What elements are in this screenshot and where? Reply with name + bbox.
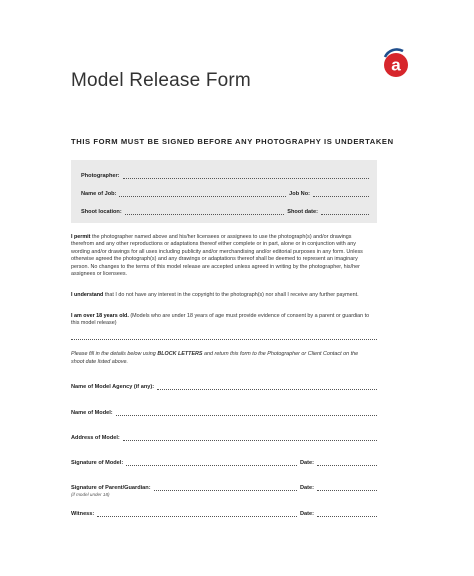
photographer-field[interactable] [123,172,369,179]
permit-lead: I permit [71,234,91,240]
signature-model-field[interactable] [126,459,297,466]
signature-parent-row [71,479,377,491]
date-3-label: Date: [300,511,314,517]
section-divider [71,339,377,340]
instructions [71,351,361,366]
job-details-box [71,160,377,223]
permit-text: the photographer named above and his/her licensees or assignees to use the photograph(s) and/or drawings therefrom and any other reproductions or adaptations thereof either complete or in part, alone or in conjunction with any wording and/or drawings for all uses including publicity and/or merchandising and/or editorial purposes in any form. Unless otherwise agreed the photograph(s) and any drawings or adaptations thereof shall be deemed to represent an imaginary person. No changes to the terms of this model release are accepted unless agreed in writing by the photographer, his/her assignees or licensees. [71,234,363,278]
address-row [71,429,377,441]
photographer-label: Photographer: [81,173,120,179]
photographer-row [81,167,369,179]
address-label: Address of Model: [71,435,120,441]
understand-paragraph [71,292,371,299]
shoot-location-field[interactable] [125,208,285,215]
instructions-before: Please fill in the details below using [71,351,158,357]
model-name-label: Name of Model: [71,410,113,416]
understand-text: that I do not have any interest in the copyright to the photograph(s) nor shall I receive any further payment. [103,292,359,298]
job-no-field[interactable] [313,190,369,197]
job-row [81,185,369,197]
shoot-row [81,203,369,215]
job-no-label: Job No: [289,191,310,197]
address-field[interactable] [123,434,377,441]
date-1-field[interactable] [317,459,377,466]
parent-note: (if model under 18) [71,492,110,497]
agency-field[interactable] [157,383,377,390]
shoot-location-label: Shoot location: [81,209,122,215]
signature-parent-label: Signature of Parent/Guardian: [71,485,151,491]
model-name-field[interactable] [116,409,377,416]
witness-label: Witness: [71,511,95,517]
age-text: (Models who are under 18 years of age must provide evidence of consent by a parent or guardian to this model release) [71,313,370,327]
instructions-emphasis: BLOCK LETTERS [157,351,203,357]
shoot-date-label: Shoot date: [287,209,318,215]
page-title: Model Release Form [71,70,251,91]
witness-field[interactable] [97,510,297,517]
signature-model-row [71,454,377,466]
date-1-label: Date: [300,460,314,466]
job-name-field[interactable] [119,190,286,197]
instructions-after: and return this form to the Photographer or Client Contact on the shoot date listed above. [71,351,359,365]
signature-parent-field[interactable] [154,484,297,491]
age-lead: I am over 18 years old. [71,313,129,319]
age-paragraph [71,313,371,328]
witness-row [71,505,377,517]
job-name-label: Name of Job: [81,191,117,197]
date-3-field[interactable] [317,510,377,517]
shoot-date-field[interactable] [321,208,369,215]
signature-model-label: Signature of Model: [71,460,124,466]
signature-notice: THIS FORM MUST BE SIGNED BEFORE ANY PHOTOGRAPHY IS UNDERTAKEN [71,137,394,146]
date-2-field[interactable] [317,484,377,491]
svg-text:a: a [391,55,401,75]
brand-logo-icon [379,47,411,79]
date-2-label: Date: [300,485,314,491]
model-name-row [71,404,377,416]
agency-row [71,378,377,390]
permit-paragraph [71,234,371,278]
understand-lead: I understand [71,292,104,298]
agency-label: Name of Model Agency (if any): [71,384,155,390]
